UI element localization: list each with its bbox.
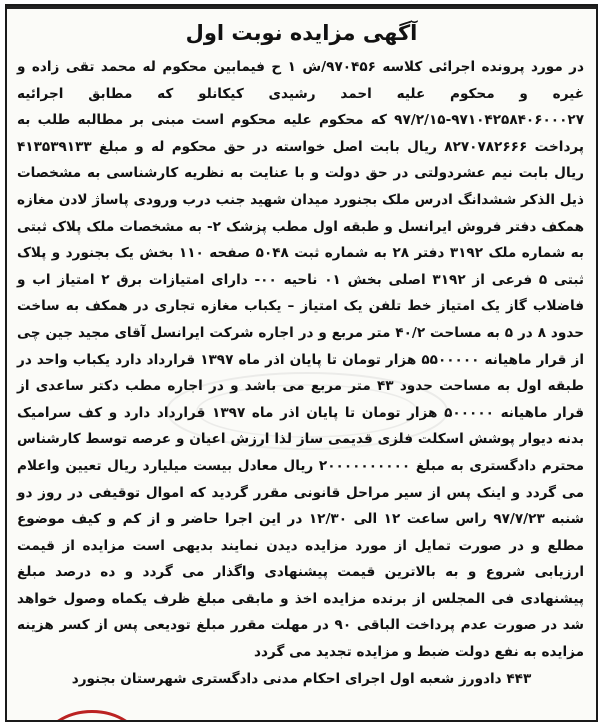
notice-signature: ۴۴۳ دادورز شعبه اول اجرای احکام مدنی دادگستری شهرستان بجنورد <box>71 670 532 687</box>
notice-body: در مورد پرونده اجرائی کلاسه ۹۷۰۴۵۶/ش ۱ ح فیمابین محکوم له محمد تقی زاده و غیره و محکوم علیه احمد رشیدی کیکانلو که مطابق اجرائیه ۹۷۱۰۴۲۵۸۴۰۶۰۰۰۲۷-۹۷/۲/۱۵ که محکوم علیه محکوم است مبنی بر مطالبه طلب به پرداخت ۸۲۷۰۷۸۲۶۶۶ ریال بابت اصل خواسته در حق محکوم له و مبلغ ۴۱۳۵۳۹۱۳۳ ریال بابت نیم عشردولتی در حق دولت و با عنایت به نظریه کارشناسی به مشخصات ذیل الذکر ششدانگ ادرس ملک بجنورد میدان شهید جنب درب ورودی پاساژ لادن مغازه همکف دفتر فروش ایرانسل و طبقه اول مطب پزشک ۲- به مشخصات ملک پلاک ثبتی به شماره ملک ۳۱۹۲ دفتر ۲۸ به شماره ثبت ۵۰۴۸ صفحه ۱۱۰ بخش یک بجنورد و پلاک ثبتی ۵ فرعی از ۳۱۹۲ اصلی بخش ۰۱ ناحیه ۰۰- دارای امتیازات برق ۲ امتیاز اب و فاضلاب گاز یک امتیاز خط تلفن یک امتیاز – یکباب مغازه تجاری در همکف به ساخت حدود ۸ در ۵ به مساحت ۴۰/۲ متر مربع و در اجاره شرکت ایرانسل آقای مجید جین چی از قرار ماهیانه ۵۵۰۰۰۰۰ هزار تومان تا پایان اذر ماه ۱۳۹۷ قرارداد دارد یکباب واحد در طبقه اول به مساحت حدود ۴۳ متر مربع می باشد و در اجاره مطب دکتر ساعدی از قرار ماهیانه ۵۰۰۰۰۰ هزار تومان تا پایان اذر ماه ۱۳۹۷ قرارداد دارد و کف سرامیک بدنه دیوار پوشش اسکلت فلزی قدیمی ساز لذا ارزش اعیان و عرصه توسط کارشناس محترم دادگستری به مبلغ ۲۰۰۰۰۰۰۰۰۰۰ ریال معادل بیست میلیارد ریال تعیین واعلام می گردد و اینک پس از سیر مراحل قانونی مقرر گردید که اموال توقیفی در روز دو شنبه ۹۷/۷/۲۳ راس ساعت ۱۲ الی ۱۲/۳۰ در این اجرا حاضر و از کم و کیف موضوع مطلع و در صورت تمایل از مورد مزایده دیدن نمایند بدیهی است مزایده از قیمت ارزیابی شروع و به بالاترین قیمت پیشنهادی واگذار می گردد و ده درصد مبلغ پیشنهادی فی المجلس از برنده مزایده اخذ و مابقی مبلغ ظرف یکماه وصول خواهد شد در صورت عدم پرداخت الباقی ۹۰ در مهلت مقرر مبلغ تودیعی پس از کسر هزینه مزایده به نفع دولت ضبط و مزایده تجدید می گردد <box>17 59 585 661</box>
bottom-stamp-mark <box>47 706 167 722</box>
top-rule <box>7 6 596 9</box>
auction-notice <box>5 4 598 722</box>
notice-title: آگهی مزایده نوبت اول <box>185 21 418 45</box>
